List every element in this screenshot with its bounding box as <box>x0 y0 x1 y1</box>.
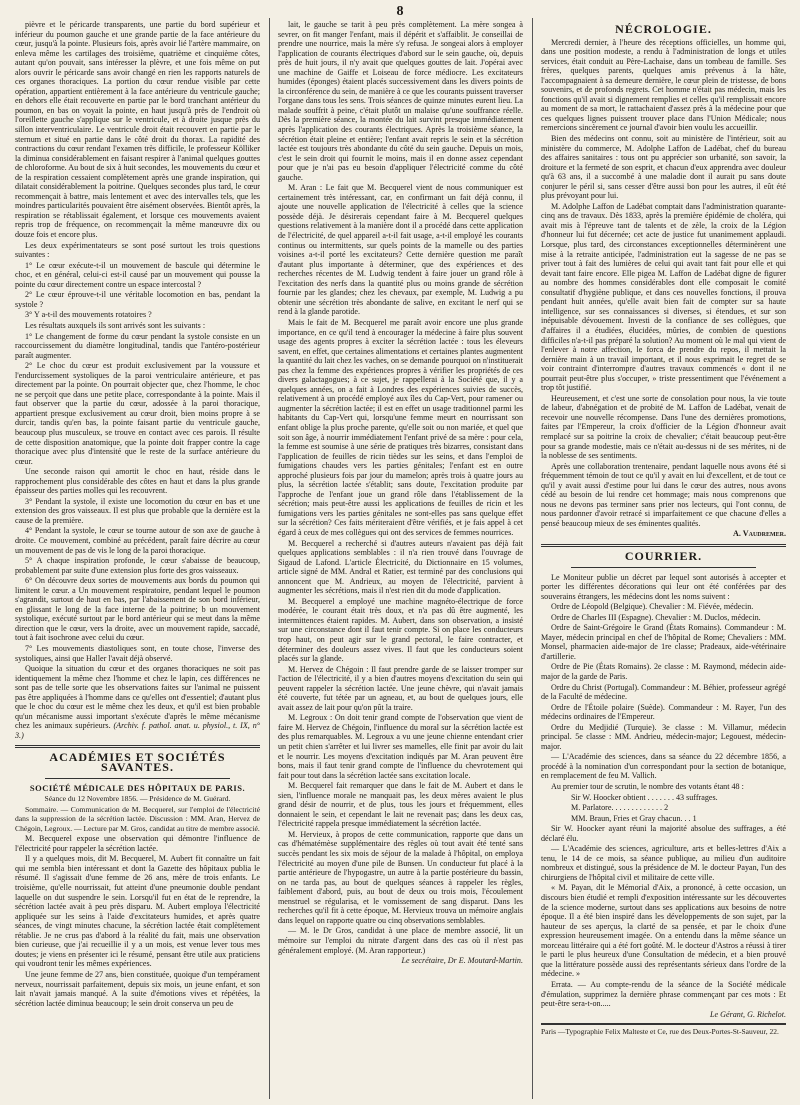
paragraph: — L'Académie des sciences, dans sa séance du 22 décembre 1856, a procédé à la nomination d'un correspondant pour la section de botanique, en remplacement de feu M. Vallich. <box>541 752 786 781</box>
paragraph: 1° Le cœur exécute-t-il un mouvement de bascule qui détermine le choc, et en général, celui-ci est-il causé par un mouvement qui pousse la pointe du cœur directement contre un espace intercostal ? <box>15 260 260 289</box>
paragraph: M. Adolphe Laffon de Ladébat comptait dans l'administration quarante-cinq ans de travaux. Dès 1833, après la première épidémie de choléra, qui avait mis à l'épreuve tant de talents et de zèle, la croix de la Légion d'honneur lui fut décernée; cet acte de justice fut unanimement applaudi. Lorsque, plus tard, des circonstances exceptionnelles déterminèrent une mise à la retraite anticipée, l'administration eut la sagesse de ne pas se priver tout à fait des lumières de celui qui avait tant fait pour elle et qui devait tant faire encore. Elle pigea M. Laffon de Ladébat digne de figurer au nombre des hommes considérables dont elle composait le comité consultatif d'hygiène publique, et dans ces nouvelles fonctions, il prouva pendant huit années, qu'elle avait bien fait de compter sur sa haute intelligence, sur ses connaissances si diverses, si étendues, et sur son inépuisable dévouement. Investi de la confiance de ses collègues, que d'affaires il a étudiées, élucidées, mûries, de combien de questions difficiles n'a-t-il pas préparé la solution? Au moment où le mal qui vient de l'enlever à notre affection, le forca de prendre du repos, il mettait la dernière main à un travail important, et il nous exprimait le regret de se voir contraint d'interrompre d'autres travaux commencés « dont il ne pourrait peut-être plus s'occuper, » triste pressentiment que l'événement a trop tôt justifié. <box>541 201 786 393</box>
column-rule <box>532 18 533 1099</box>
paragraph: M. Becquerel a recherché si d'autres auteurs n'avaient pas déjà fait quelques applications semblables : il n'a rien trouvé dans l'ouvrage de Sigaud de Lafond. L'article Électricité, du Dictionnaire en 15 volumes, article signé de MM. Andral et Ratier, est terminé par des conclusions qui annoncent que M. Andrieux, au moyen de l'électricité, parvient à augmenter les sécrétions, mais il n'est rien dit du mode d'application. <box>278 538 523 596</box>
vote-line: MM. Braun, Fries et Gray chacun. . . 1 <box>571 813 697 823</box>
source-citation: (Archiv. f. pathol. anat. u. physiol., t. IX, n° 3.) <box>15 721 260 740</box>
paragraph: pièvre et le péricarde transparents, une partie du bord supérieur et inférieur du poumon gauche et une grande partie de la face antérieure du cœur, jusqu'à la pointe. Plusieurs fois, après avoir lié l'artère mammaire, on enleva même les cartilages des troisième, quatrième et cinquième côtes, autant qu'on pouvait, sans intéresser la plèvre, et une fois même on put alors ouvrir le péricarde sans avoir changé en rien les rapports naturels de ces organes thoraciques. La portion du cœur rendue visible par cette opération, appartient entièrement à la face antérieure du ventricule gauche; en dehors elle était recouverte en partie par le bord tranchant antérieur du poumon, en bas on voyait la pointe, en haut jusqu'à près de l'endroit où l'oreillette gauche s'applique sur le ventricule, et à droite jusque près du sillon interventriculaire. Le ventricule droit était recouvert en partie par le sternum et situé en partie dans le côté droit du thorax. La rapidité des contractions du cœur rendant l'examen très difficile, le professeur Kölliker la diminua considérablement en faisant respirer à l'animal quelques gouttes de chloroforme. Au bout de six à huit secondes, les mouvements du cœur et de la respiration cessaient complètement après une grande inspiration, qui dilatait considérablement la poitrine. Quelques secondes plus tard, le cœur recommençait à battre, mais lentement et avec des intervalles tels, que les moindres particularités pouvaient être aisément observées. Bientôt après, la respiration se rétablissait également, et lorsque ces mouvements avaient repris trop de fréquence, on recommençait la même manœuvre dix ou douze fois et encore plus. <box>15 20 260 240</box>
paragraph: Il y a quelques mois, dit M. Becquerel, M. Aubert fit connaître un fait qui me sembla bien intéressant et dont la Gazette des hôpitaux publia le résumé. Il s'agissait d'une femme de 26 ans, mère de trois enfants. Le troisième, qu'elle nourrissait, fut atteint d'une pneumonie double pendant laquelle on dut suspendre le sein. Lorsqu'il fut en état de le reprendre, la sécrétion lactée avait à peu près disparu. M. Aubert employa l'électricité appliquée sur les seins à l'aide d'excitateurs humides, et après quatre séances, de vingt minutes chacune, la sécrétion lactée était complètement rétablie. Je ne crus pas d'abord à la réalité du fait, mais une observation bien curieuse, que j'ai recueillie il y a un mois, est venue lever tous mes doutes; je viens en présenter ici le résumé, pensant être utile aux praticiens qui voudront tenir les mêmes expériences. <box>15 854 260 969</box>
paragraph: Les deux expérimentateurs se sont posé surtout les trois questions suivantes : <box>15 240 260 260</box>
paragraph: « M. Payan, dit le Mémorial d'Aix, a prononcé, à cette occasion, un discours bien étudié et rempli d'exposition intéressante sur les découvertes de la science moderne, surtout dans ses applications aux besoins de notre époque. Il a été bien inspiré dans les développements de son sujet, par la hauteur de ses aperçus, la clarté de sa pensée, et par le choix d'une expression heureusement imagée. On a entendu dans la même séance un morceau littéraire qui a été fort goûté. M. le docteur d'Astros a réussi à tirer le parti le plus heureux d'une Consultation de médecin, et a bien prouvé que la littérature possède aussi des représentants sérieux dans l'ordre de la médecine. » <box>541 883 786 979</box>
paragraph: Sir W. Hoocker ayant réuni la majorité absolue des suffrages, a été déclaré élu. <box>541 824 786 843</box>
paragraph: Ordre de Charles III (Espagne). Chevalier : M. Duclos, médecin. <box>551 612 761 622</box>
section-title: ACADÉMIES ET SOCIÉTÉS SAVANTES. <box>49 750 226 775</box>
paragraph: Mercredi dernier, à l'heure des réceptions officielles, un homme qui, dans une position modeste, a rendu à l'administration de longs et utiles services, était conduit au Père-Lachaise, dans un tombeau de famille. Ses frères, quelques parents, quelques amis prévenus à la hâte, l'accompagnaient à sa demeure dernière, le cœur plein de tristesse, de bons souvenirs, et de profonds regrets. Cet homme n'était pas médecin, mais les fonctions qu'il avait si dignement remplies et celles qu'il remplissait encore au moment de sa mort, le rattachaient d'assez près à la médecine pour que ces quelques lignes puissent trouver place dans l'Union Médicale; nous remercions sincèrement ce journal d'avoir bien voulu les accueillir. <box>541 37 786 133</box>
paragraph: M. Becquerel expose une observation qui démontre l'influence de l'électricité pour rappeler la sécrétion lactée. <box>15 834 260 853</box>
divider <box>571 567 756 568</box>
paragraph: Après une collaboration trentenaire, pendant laquelle nous avons été si fréquemment témoin de tout ce qu'il y avait en lui d'excellent, et de tout ce qu'il y avait aussi d'estime pour lui dans le cœur des autres, nous avons cédé au besoin de lui rendre cet hommage; mais nous comprenons que nous ne devons pas terminer sans prier nos lecteurs, qui l'ont connu, de nous pardonner d'avoir retracé si imparfaitement ce que chacune d'elles a pensé beaucoup mieux de ses éminentes qualités. <box>541 461 786 528</box>
paragraph-text: Quoique la situation du cœur et des organes thoraciques ne soit pas identiquement la même chez l'homme et chez le lapin, ces différences ne sont pas de telle sorte que les observations faites sur l'animal ne puissent pas être appliquées à l'homme dans ce qu'elles ont d'essentiel; d'autant plus que le choc du cœur est le même chez les deux, et qu'il est bien probable qu'un mécanisme aussi important s'exécute d'après le même mécanisme chez les animaux supérieurs. <box>15 664 260 731</box>
paragraph: Bien des médecins ont connu, soit au ministère de l'intérieur, soit au ministère du commerce, M. Adolphe Laffon de Ladébat, chef du bureau des affaires sanitaires : tous ont pu apprécier son urbanité, son savoir, la droiture et la fermeté de son esprit, et chacun d'eux apprendra avec douleur qu'à 63 ans, il a succombé à une maladie dont il aurait pu sans doute conjurer le péril si, sans cesser d'être aussi bon pour les autres, il eût été plus prévoyant pour lui. <box>541 134 786 201</box>
paragraph: Heureusement, et c'est une sorte de consolation pour nous, la vie toute de labeur, d'abnégation et de probité de M. Laffon de Ladébat, venait de recevoir une nouvelle récompense. Dans l'une des dernières promotions, faites par l'Empereur, la croix d'officier de la Légion d'honneur avait remplacé sur sa poitrine la croix de chevalier; c'était beaucoup peut-être pour sa grande modestie, mais ce n'était au-dessus ni de ses mérites, ni de la noblesse de ses sentiments. <box>541 393 786 461</box>
column-3 <box>541 20 786 1097</box>
paragraph: Ordre du Medjidié (Turquie). 3e classe : M. Villamur, médecin principal. 5e classe : MM. Andrieu, médecin-major; Legouest, médecin-major. <box>541 722 786 751</box>
paragraph: 3° Pendant la systole, il existe une locomotion du cœur en bas et une extension des gros vaisseaux. Il est plus que probable que la dernière est la cause de la première. <box>15 496 260 525</box>
paragraph: 2° Le choc du cœur est produit exclusivement par la voussure et l'endurcissement systoliques de la paroi ventriculaire antérieure, et pas directement par la pointe. On pourrait objecter que, chez l'homme, le choc ne se perçoit que dans une petite place, correspondante à la pointe. Mais il faut observer que la partie du cœur, adossée à la paroi thoracique, appartient presque exclusivement au cœur droit, bien moins propre à se durcir, tandis qu'en bas, la pointe faisant partie du ventricule gauche, beaucoup plus musculeux, se trouve en contact avec ces parois. Il résulte de cette disposition anatomique, que la pointe doit frapper contre la cage thoracique avec plus d'intensité que le reste de la surface antérieure du cœur. <box>15 361 260 466</box>
paragraph: 5° A chaque inspiration profonde, le cœur s'abaisse de beaucoup, probablement par suite d'une extension plus forte des gros vaisseaux. <box>15 556 260 575</box>
paragraph: M. Becquerel fait remarquer que dans le fait de M. Aubert et dans le sien, l'influence morale ne manquait pas, les deux mères avaient le plus grand désir de nourrir, et de plus, tous les jours et fréquemment, elles donnaient le sein, et cependant le lait ne revenait pas; dans les deux cas, l'électricité rappela presque immédiatement la sécrétion lactée. <box>278 781 523 829</box>
column-1 <box>15 20 260 1097</box>
paragraph: M. Hervez de Chégoin : Il faut prendre garde de se laisser tromper sur l'action de l'électricité, il y a bien d'autres moyens d'excitation du sein qui peuvent rappeler la sécrétion lactée. Une jeune chèvre, qui n'avait jamais été couverte, fut tétée par un agneau, et, au bout de quelques jours, elle avait assez de lait pour qu'on pût la traire. <box>278 664 523 712</box>
paragraph: M. Becquerel a employé une machine magnéto-électrique de force modérée, le courant était très doux, et n'a pas dû être augmenté, les intermittences étaient rapides. M. Aubert, dans son observation, a insisté sur une circonstance dont il faut tenir compte. Si on place les conducteurs trop haut, on peut agir sur le grand pectoral, le faire contracter, et déterminer des douleurs assez vives. Il faut que les conducteurs soient placés sur la glande. <box>278 596 523 664</box>
page-number: 8 <box>396 4 404 19</box>
section-rule <box>541 544 786 547</box>
manager-signature: Le Gérant, G. Richelot. <box>710 1009 786 1019</box>
vote-line: Sir W. Hoocker obtient . . . . . . . 43 suffrages. <box>571 792 718 802</box>
summary: Sommaire. — Communication de M. Becquerel, sur l'emploi de l'électricité dans la suppression de la sécrétion lactée. Discussion : MM. Aran, Hervez de Chégoin, Legroux. — Lecture par M. Gros, candidat au titre de membre associé. <box>15 804 260 833</box>
paragraph: Ordre de Léopold (Belgique). Chevalier : M. Fiévée, médecin. <box>551 602 754 612</box>
paragraph: 6° On découvre deux sortes de mouvements aux bords du poumon qui limitent le cœur. a Un mouvement respiratoire, pendant lequel le poumon s'agrandit, surtout de haut en bas, par l'abaissement de son bord inférieur, en glissant le long de la face interne de la poitrine; b un mouvement systolique, exécuté surtout par le bord antérieur qui se meut dans la même direction que le cœur, vers la droite, avec un mouvement rapide, saccadé, tout à fait isochrone avec celui du cœur. <box>15 576 260 643</box>
session-line: Séance du 12 Novembre 1856. — Présidence de M. Guérard. <box>44 794 231 804</box>
paragraph: Une jeune femme de 27 ans, bien constituée, quoique d'un tempérament nerveux, nourrissait parfaitement, depuis six mois, un jeune enfant, et son lait n'avait jamais manqué. A la suite d'émotions vives et répétées, la sécrétion lactée diminua beaucoup; le sein droit conserva un peu de <box>15 969 260 1008</box>
secretary-signature: Le secrétaire, Dr E. Moutard-Martin. <box>401 956 523 966</box>
paragraph: — L'Académie des sciences, agriculture, arts et belles-lettres d'Aix a tenu, le 14 de ce mois, sa séance publique, au milieu d'un auditoire nombreux et distingué, sous la présidence de M. le docteur Payan, l'un des chirurgiens de l'hôpital civil et militaire de cette ville. <box>541 844 786 882</box>
paragraph: Mais le fait de M. Becquerel me paraît avoir encore une plus grande importance, en ce qu'il tend à encourager la médecine à faire plus souvent usage des agents propres à exciter la sécrétion lactée : tous les éleveurs savent, en effet, que certaines alimentations et certaines plantes augmentent la quantité du lait chez les vaches, on se demande pourquoi on n'instituerait pas chez la femme des expériences propres à vérifier les propriétés de ces divers galactagogues; à ce sujet, je rappellerai à la Société que, il y a quelques années, on a fait à Londres des expériences suivies de succès, relativement à un procédé employé aux îles du Cap-Vert, pour ramener ou augmenter la sécrétion lactée; il est en effet un usage traditionnel parmi les habitants du Cap-Vert qui, lorsqu'une femme meurt en nourrissant son enfant oblige la plus proche parente, qu'elle soit ou non mariée, et quel que soit son âge, à nourrir immédiatement l'enfant privé de sa mère : pour cela, la femme est soumise à une série de pratiques très bizarres, consistant dans l'application de feuilles de ricin tièdes sur les seins, et dans l'emploi de fumigations chaudes vers les parties génitales; l'enfant est en outre approché plusieurs fois par jour du mamelon; après trois à quatre jours au plus, la sécrétion lactée s'établit; sans doute, l'excitation produite par l'approche de l'enfant joue un grand rôle dans l'établissement de la sécrétion; mais peut-être aussi les applications de feuilles de ricin et les fumigations vers les parties génitales ne sont-elles pas sans quelque effet sur la sécrétion? Ces faits mériteraient d'être vérifiés, et je fais appel à cet égard à ceux de mes collègues qui ont des services de femmes nourrices. <box>278 317 523 537</box>
society-title: SOCIÉTÉ MÉDICALE DES HÔPITAUX DE PARIS. <box>29 782 246 793</box>
paragraph: Ordre de Saint-Grégoire le Grand (États Romains). Commandeur : M. Mayer, médecin principal en chef de l'hôpital de Rome; Chevaliers : MM. Monsel, pharmacien aide-major de 1re classe; Pradeaux, aide-vétérinaire d'artillerie. <box>541 623 786 661</box>
paragraph: M. Legroux : On doit tenir grand compte de l'observation que vient de faire M. Hervez de Chégoin, l'influence du moral sur la sécrétion lactée est des plus remarquables. M. Legroux a vu une jeune chienne entendant crier un petit chien s'arrêter et lui livrer ses mamelles, elle finit par avoir du lait et le nourrir. Les moyens d'excitation indiqués par M. Aran peuvent être bons, mais il faut tenir grand compte de l'influence du chevrotement qui fait pour tout dans la sécrétion lactée sans excitation locale. <box>278 713 523 780</box>
divider <box>45 778 230 779</box>
column-2 <box>278 20 523 1097</box>
paragraph: M. Hervieux, à propos de cette communication, rapporte que dans un cas d'hématémèse supplémentaire des règles où tout avait été tenté sans succès pendant les six mois de séjour de la malade à l'hôpital, on employa l'électricité au moyen d'une pile de Bunsen. Un conducteur fut placé à la partie antérieure de l'hypogastre, un autre à la partie postérieure du bassin, on ne tarda pas, au bout de quelques séances à rappeler les règles, faiblement d'abord, puis, au bout de deux ou trois mois, l'écoulement menstruel se régularisa, et le vomissement de sang disparut. Dans les recherches qu'il fit à cette époque, M. Hervieux trouva un mémoire anglais dans lequel on rapporte quatre ou cinq observations semblables. <box>278 829 523 925</box>
column-rule <box>269 18 270 1099</box>
vote-line: M. Parlatore. . . . . . . . . . . . . 2 <box>571 803 669 813</box>
paragraph: Les résultats auxquels ils sont arrivés sont les suivants : <box>25 320 206 330</box>
paragraph: — M. le Dr Gros, candidat à une place de membre associé, lit un mémoire sur l'emploi du nitrate d'argent dans des cas où il n'est pas généralement employé. (M. Aran rapporteur.) <box>278 926 523 955</box>
paragraph: 3° Y a-t-il des mouvements rotatoires ? <box>25 310 152 320</box>
paragraph: Ordre de l'Étoile polaire (Suède). Commandeur : M. Rayer, l'un des médecins ordinaires de l'Empereur. <box>541 702 786 722</box>
paragraph <box>15 664 260 740</box>
paragraph: 2° Le cœur éprouve-t-il une véritable locomotion en bas, pendant la systole ? <box>15 290 260 309</box>
author-signature: A. Vaudremer. <box>733 529 786 539</box>
paragraph: lait, le gauche se tarit à peu près complètement. La mère songea à sevrer, on fit manger l'enfant, mais il dépérit et s'affaiblit. Je conseillai de prendre une nourrice, mais la mère s'y refusa. Je songeai alors à employer l'application de courants électriques d'abord sur le sein gauche, où, depuis près de huit jours, il n'y avait que quelques gouttes de lait. J'opérai avec une machine de Gaiffe et Loiseau de force médiocre. Les excitateurs humides (éponges) étaient placés successivement dans les divers points de la circonférence du sein, de manière à ce que les courants puissent traverser l'organe dans tous les sens. Trois séances de quinze minutes eurent lieu. La malade souffrit à peine, c'était plutôt un malaise qu'une souffrance réelle. Dès la première séance, la montée du lait survint presque immédiatement après l'application des courants électriques. Après la troisième séance, la sécrétion était pleine et entière; l'enfant avait repris le sein et la sécrétion lactée est toujours très abondante du côté du sein gauche. Depuis un mois, c'est le sein droit qui fournit le moins, mais il en donne assez cependant pour que je n'ai pas eu besoin d'appliquer l'électricité comme du côté gauche. <box>278 20 523 182</box>
necrology-title: NÉCROLOGIE. <box>615 22 712 36</box>
paragraph: Une seconde raison qui amortit le choc en haut, réside dans le rapprochement plus considérable des côtes en haut et dans la plus grande épaisseur des parties molles qui les recouvrent. <box>15 467 260 496</box>
paragraph: M. Aran : Le fait que M. Becquerel vient de nous communiquer est certainement très intéressant, car, en confirmant un fait déjà connu, il ajoute une nouvelle application de l'électricité à celles que la science possède déjà. Je désirerais cependant faire à M. Becquerel quelques questions relativement à la manière dont il a procédé dans cette application de l'électricité, de quel appareil a-t-il fait usage, a-t-il employé les courants continus ou intermittents, sur quels points de la mamelle ou des parties voisines a-t-il porté les excitateurs? Cette dernière question me paraît d'autant plus importante à déterminer, que des expériences et des recherches récentes de M. Ludwig tendent à faire jouer un grand rôle à l'excitation des nerfs dans la quantité plus ou moins grande de sécrétion fournie par les glandes; chez les chevaux, par exemple, M. Ludwig a pu obtenir une sécrétion très abondante de salive, en excitant le nerf qui se rend à la glande parotide. <box>278 183 523 317</box>
paragraph: 1° Le changement de forme du cœur pendant la systole consiste en un raccourcissement du diamètre longitudinal, tandis que l'antéro-postérieur paraît augmenter. <box>15 331 260 360</box>
paragraph: Au premier tour de scrutin, le nombre des votants étant 48 : <box>551 782 744 792</box>
paragraph: Ordre de Pie (États Romains). 2e classe : M. Raymond, médecin aide-major de la garde de Paris. <box>541 662 786 681</box>
paragraph: Errata. — Au compte-rendu de la séance de la Société médicale d'émulation, supprimez la dernière phrase commençant par ces mots : Et peut-être sera-t-on..... <box>541 979 786 1009</box>
courrier-title: COURRIER. <box>624 548 703 563</box>
paragraph: Le Moniteur publie un décret par lequel sont autorisés à accepter et porter les différentes décorations qui leur ont été conférées par des souverains étrangers, les médecins dont les noms suivent : <box>541 572 786 601</box>
section-rule <box>15 745 260 748</box>
paragraph: 4° Pendant la systole, le cœur se tourne autour de son axe de gauche à droite. Ce mouvement, combiné au précédent, paraît faire décrire au cœur un mouvement de pas de vis le long de la paroi thoracique. <box>15 526 260 555</box>
paragraph: Ordre du Christ (Portugal). Commandeur : M. Béhier, professeur agrégé de la Faculté de médecine. <box>541 682 786 702</box>
printer-imprint: Paris —Typographie Felix Malteste et Ce, rue des Deux-Portes-St-Sauveur, 22. <box>541 1023 786 1037</box>
paragraph: 7° Les mouvements diastoliques sont, en toute chose, l'inverse des systoliques, ainsi que Haller l'avait déjà observé. <box>15 644 260 663</box>
